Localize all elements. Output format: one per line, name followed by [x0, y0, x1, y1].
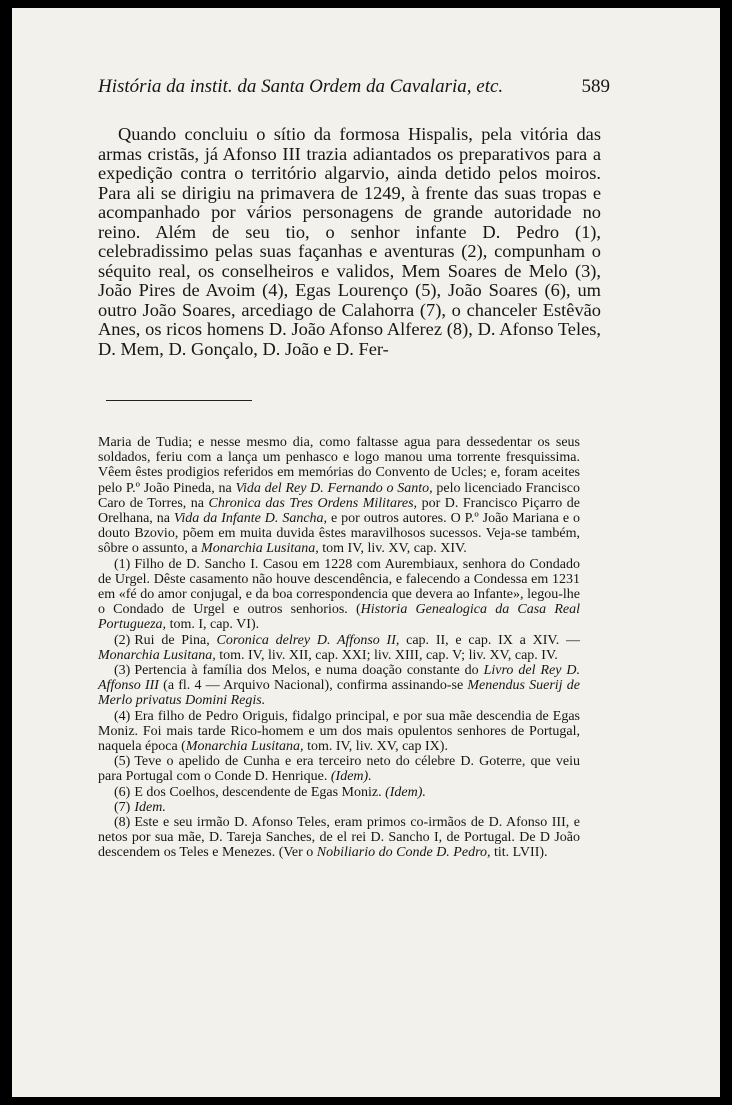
footnote-1: (1) Filho de D. Sancho I. Casou em 1228 com Aurembiaux, senhora do Condado de Urgel. Dêste casamento não houve descendência, e falecendo a Condessa em 1231 em «fé do amor conjugal, e da boa correspondencia que devera ao Infante», legou-lhe o Condado de Urgel e outros senhorios. (Historia Genealogica da Casa Real Portugueza, tom. I, cap. VI). [98, 556, 580, 633]
running-title: História da instit. da Santa Ordem da Cavalaria, etc. [98, 76, 504, 97]
footnote-8: (8) Este e seu irmão D. Afonso Teles, eram primos co-irmãos de D. Afonso III, e netos por sua mãe, D. Tareja Sanches, de el rei D. Sancho I, de Portugal. De D João descendem os Teles e Menezes. (Ver o Nobiliario do Conde D. Pedro, tit. LVII). [98, 815, 580, 861]
footnote-label: (7) [114, 799, 131, 815]
footnote-label: (4) [114, 708, 131, 724]
footnote-label: (6) [114, 784, 131, 800]
footnote-label: (2) [114, 632, 131, 648]
footnotes [98, 435, 580, 861]
footnote-continuation: Maria de Tudia; e nesse mesmo dia, como faltasse agua para dessedentar os seus soldados, feriu com a lança um penhasco e logo manou uma torrente fresquissima. Vêem êstes prodigios referidos em memórias do Convento de Ucles; e, foram aceites pelo P.º João Pineda, na Vida del Rey D. Fernando o Santo, pelo licenciado Francisco Caro de Torres, na Chronica das Tres Ordens Militares, por D. Francisco Piçarro de Orelhana, na Vida da Infante D. Sancha, e por outros autores. O P.º João Mariana e o douto Bzovio, põem em muita duvida êstes maravilhosos sucessos. Veja-se também, sôbre o assunto, a Monarchia Lusitana, tom IV, liv. XV, cap. XIV. [98, 435, 581, 557]
footnote-label: (8) [114, 815, 131, 831]
running-header [98, 76, 610, 98]
footnote-separator [106, 400, 252, 401]
page-number: 589 [581, 76, 610, 97]
footnote-3: (3) Pertencia à família dos Melos, e numa doação constante do Livro del Rey D. Affonso III (a fl. 4 — Arquivo Nacional), confirma assinando-se Menendus Suerij de Merlo privatus Domini Regis. [98, 663, 580, 709]
footnote-6: (6) E dos Coelhos, descendente de Egas Moniz. (Idem). [114, 784, 426, 800]
footnote-4: (4) Era filho de Pedro Origuis, fidalgo principal, e por sua mãe descendia de Egas Moniz. Foi mais tarde Rico-homem e um dos mais opulentos senhores de Portugal, naquela época (Monarchia Lusitana, tom. IV, liv. XV, cap IX). [98, 708, 580, 755]
footnote-2: (2) Rui de Pina, Coronica delrey D. Affonso II, cap. II, e cap. IX a XIV. — Monarchia Lusitana, tom. IV, liv. XII, cap. XXI; liv. XIII, cap. V; liv. XV, cap. IV. [98, 632, 580, 663]
footnote-label: (5) [114, 754, 131, 770]
book-page [12, 8, 720, 1097]
main-text [98, 125, 601, 360]
footnote-label: (3) [114, 663, 131, 679]
footnote-7: (7) Idem. [114, 799, 166, 815]
footnote-5: (5) Teve o apelido de Cunha e era terceiro neto do célebre D. Goterre, que veiu para Portugal com o Conde D. Henrique. (Idem). [98, 754, 580, 785]
body-paragraph: Quando concluiu o sítio da formosa Hispalis, pela vitória das armas cristãs, já Afonso III trazia adiantados os preparativos para a expedição contra o território algarvio, ainda detido pelos moiros. Para ali se dirigiu na primavera de 1249, à frente das suas tropas e acompanhado por vários personagens de grande autoridade no reino. Além de seu tio, o senhor infante D. Pedro (1), celebradissimo pelas suas façanhas e aventuras (2), compunham o séquito real, os conselheiros e validos, Mem Soares de Melo (3), João Pires de Avoim (4), Egas Lourenço (5), João Soares (6), um outro João Soares, arcediago de Calahorra (7), o chanceler Estêvão Anes, os ricos homens D. João Afonso Alferez (8), D. Afonso Teles, D. Mem, D. Gonçalo, D. João e D. Fer- [98, 124, 601, 360]
footnote-label: (1) [114, 556, 131, 572]
